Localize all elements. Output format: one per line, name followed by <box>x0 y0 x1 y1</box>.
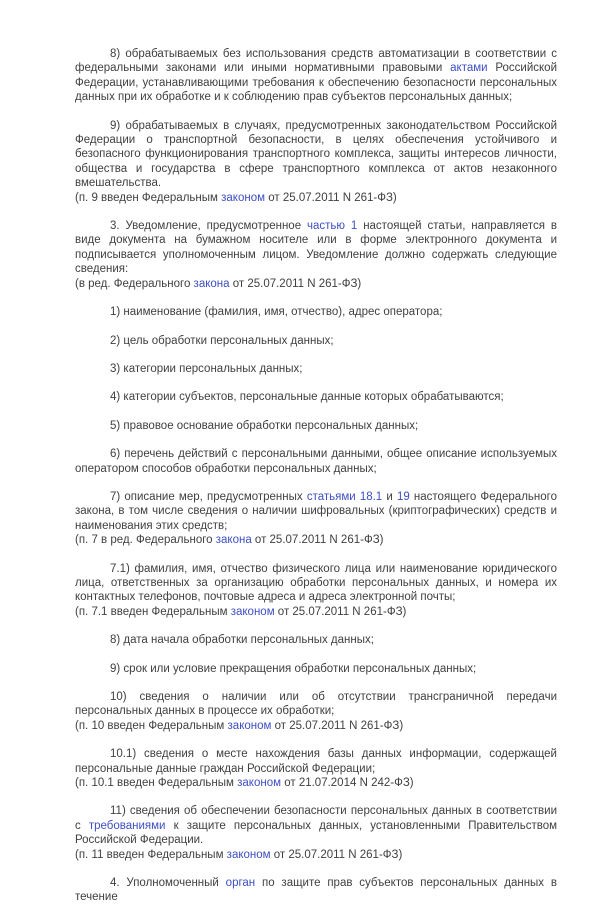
text-segment: Российской Федерации, устанавливающими требования к обеспечению безопасности персональных данных при их обработке и к соблюдению прав субъектов персональных данных; <box>75 62 557 104</box>
law-reference-link[interactable]: законом <box>221 191 266 204</box>
text-segment: 9) обрабатываемых в случаях, предусмотренных законодательством Российской Федерации о транспортной безопасности, в целях обеспечения устойчивого и безопасного функционирования транспортного комплекса, защиты интересов личности, общества и государства в сфере транспортного комплекса от актов незаконного вмешательства. <box>75 119 557 190</box>
law-reference-link[interactable]: статьями 18.1 <box>306 490 383 503</box>
law-reference-link[interactable]: частью 1 <box>306 220 358 233</box>
text-segment: и <box>382 490 397 503</box>
text-segment: от 21.07.2014 N 242-ФЗ) <box>281 777 414 790</box>
text-segment: 10.1) сведения о месте нахождения базы данных информации, содержащей персональные данные граждан Российской Федерации; <box>75 748 557 775</box>
text-segment: (п. 7.1 введен Федеральным <box>75 605 231 618</box>
paragraph <box>75 419 557 433</box>
paragraph <box>75 562 557 605</box>
law-reference-link[interactable]: законом <box>230 605 275 618</box>
text-segment: 10) сведения о наличии или об отсутствии трансграничной передачи персональных данных в процессе их обработки; <box>75 691 557 718</box>
amendment-note <box>75 277 557 291</box>
paragraph <box>75 305 557 319</box>
paragraph <box>75 334 557 348</box>
text-segment: 5) правовое основание обработки персональных данных; <box>110 419 419 432</box>
law-reference-link[interactable]: закона <box>193 277 230 290</box>
law-reference-link[interactable]: орган <box>225 877 256 890</box>
text-segment: (п. 7 в ред. Федерального <box>75 534 216 547</box>
text-segment: (п. 9 введен Федеральным <box>75 191 222 204</box>
text-segment: от 25.07.2011 N 261-ФЗ) <box>251 534 384 547</box>
document-body <box>75 47 557 905</box>
paragraph <box>75 633 557 647</box>
amendment-note <box>75 776 557 790</box>
law-reference-link[interactable]: закона <box>215 534 252 547</box>
paragraph <box>75 690 557 719</box>
law-reference-link[interactable]: 19 <box>396 490 410 503</box>
text-segment: 4) категории субъектов, персональные данные которых обрабатываются; <box>110 391 504 404</box>
text-segment: (в ред. Федерального <box>75 277 194 290</box>
paragraph <box>75 219 557 277</box>
text-segment: 2) цель обработки персональных данных; <box>110 334 334 347</box>
paragraph <box>75 804 557 847</box>
amendment-note <box>75 191 557 205</box>
paragraph <box>75 747 557 776</box>
paragraph <box>75 447 557 476</box>
text-segment: (п. 10 введен Федеральным <box>75 719 228 732</box>
text-segment: от 25.07.2011 N 261-ФЗ) <box>274 605 407 618</box>
text-segment: к защите персональных данных, установленными Правительством Российской Федерации. <box>75 819 557 847</box>
text-segment: 3) категории персональных данных; <box>110 362 303 375</box>
text-segment: 4. Уполномоченный <box>110 877 226 890</box>
text-segment: 7) описание мер, предусмотренных <box>110 490 307 503</box>
text-segment: 8) дата начала обработки персональных данных; <box>110 634 374 647</box>
text-segment: от 25.07.2011 N 261-ФЗ) <box>271 719 404 732</box>
text-segment: от 25.07.2011 N 261-ФЗ) <box>265 191 397 204</box>
text-segment: настоящей статьи, направляется в виде документа на бумажном носителе или в форме электронного документа и подписывается уполномоченным лицом. Уведомление должно содержать следующие сведения: <box>75 220 557 276</box>
text-segment: 9) срок или условие прекращения обработки персональных данных; <box>110 662 477 675</box>
paragraph <box>75 362 557 376</box>
text-segment: по защите прав субъектов персональных данных в течение <box>75 877 557 904</box>
text-segment: от 25.07.2011 N 261-ФЗ) <box>270 848 403 861</box>
amendment-note <box>75 719 557 733</box>
law-reference-link[interactable]: требованиями <box>88 819 166 832</box>
law-reference-link[interactable]: законом <box>227 719 272 732</box>
text-segment: от 25.07.2011 N 261-ФЗ) <box>229 277 362 290</box>
law-reference-link[interactable]: законом <box>237 777 282 790</box>
text-segment: (п. 11 введен Федеральным <box>75 848 227 861</box>
paragraph <box>75 119 557 191</box>
amendment-note <box>75 848 557 862</box>
paragraph <box>75 490 557 533</box>
law-reference-link[interactable]: законом <box>226 848 271 861</box>
law-reference-link[interactable]: актами <box>450 62 488 75</box>
text-segment: 3. Уведомление, предусмотренное <box>110 220 307 233</box>
text-segment: (п. 10.1 введен Федеральным <box>75 777 238 790</box>
text-segment: 11) сведения об обеспечении безопасности персональных данных в соответствии с <box>75 805 557 832</box>
amendment-note <box>75 605 557 619</box>
paragraph <box>75 390 557 404</box>
text-segment: настоящего Федерального закона, в том числе сведения о наличии шифровальных (криптографических) средств и наименования этих средств; <box>75 490 557 532</box>
text-segment: 6) перечень действий с персональными данными, общее описание используемых оператором способов обработки персональных данных; <box>75 448 557 475</box>
text-segment: 8) обрабатываемых без использования средств автоматизации в соответствии с федеральными законами или иными нормативными правовыми <box>75 48 557 75</box>
text-segment: 7.1) фамилия, имя, отчество физического лица или наименование юридического лица, ответственных за организацию обработки персональных данных, и номера их контактных телефонов, почтовые адреса и адреса электронной почты; <box>75 562 557 604</box>
paragraph <box>75 47 557 105</box>
text-segment: 1) наименование (фамилия, имя, отчество), адрес оператора; <box>110 306 443 319</box>
amendment-note <box>75 533 557 547</box>
paragraph <box>75 876 557 905</box>
paragraph <box>75 662 557 676</box>
